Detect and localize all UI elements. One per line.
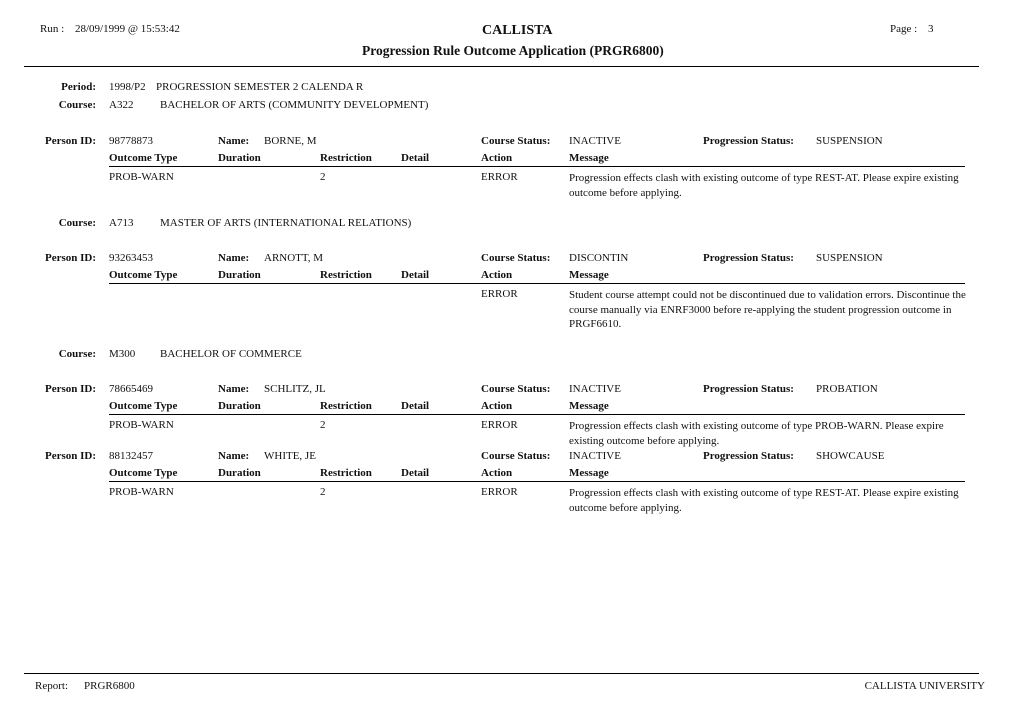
- message: Progression effects clash with existing outcome of type PROB-WARN. Please expire existing outcome before applying.: [569, 420, 944, 447]
- person-id-label: Person ID:: [44, 383, 96, 395]
- course-status-label: Course Status:: [481, 135, 551, 147]
- col-message: Message: [569, 467, 609, 479]
- action: ERROR: [481, 171, 518, 183]
- col-action: Action: [481, 467, 513, 479]
- progression-status: SHOWCAUSE: [816, 450, 885, 462]
- person-name: ARNOTT, M: [264, 252, 324, 264]
- outcome-type: PROB-WARN: [109, 419, 174, 431]
- col-outcome-type: Outcome Type: [109, 269, 178, 281]
- column-divider: [109, 481, 965, 482]
- message: Progression effects clash with existing outcome of type REST-AT. Please expire existing outcome before applying.: [569, 487, 959, 514]
- person-id-label: Person ID:: [44, 450, 96, 462]
- col-restriction: Restriction: [320, 152, 372, 164]
- col-restriction: Restriction: [320, 400, 372, 412]
- report-subtitle: Progression Rule Outcome Application (PRGR6800): [362, 43, 664, 58]
- column-divider: [109, 283, 965, 284]
- course-label: Course:: [58, 99, 96, 111]
- person-id: 93263453: [109, 252, 153, 264]
- outcome-type: PROB-WARN: [109, 486, 174, 498]
- action: ERROR: [481, 486, 518, 498]
- progression-status-label: Progression Status:: [703, 135, 794, 147]
- course-status: INACTIVE: [569, 135, 621, 147]
- col-action: Action: [481, 152, 513, 164]
- col-outcome-type: Outcome Type: [109, 467, 178, 479]
- col-detail: Detail: [401, 400, 430, 412]
- col-message: Message: [569, 400, 609, 412]
- period-label: Period:: [61, 81, 96, 93]
- report-title: CALLISTA: [482, 23, 553, 38]
- header-divider: [24, 66, 979, 67]
- outcome-type: PROB-WARN: [109, 171, 174, 183]
- report-label: Report:: [35, 680, 68, 692]
- course-label: Course:: [58, 348, 96, 360]
- column-divider: [109, 166, 965, 167]
- course-status-label: Course Status:: [481, 252, 551, 264]
- action: ERROR: [481, 288, 518, 300]
- page-number: 3: [928, 23, 934, 35]
- person-name: BORNE, M: [264, 135, 317, 147]
- progression-status-label: Progression Status:: [703, 383, 794, 395]
- col-detail: Detail: [401, 152, 430, 164]
- col-message: Message: [569, 152, 609, 164]
- action: ERROR: [481, 419, 518, 431]
- course-title: BACHELOR OF COMMERCE: [160, 348, 302, 360]
- col-duration: Duration: [218, 269, 261, 281]
- message: Student course attempt could not be discontinued due to validation errors. Discontinue the course manually via ENRF3000 before re-applying the student progression outcome in PRGF6610.: [569, 289, 966, 330]
- report-code: PRGR6800: [84, 680, 135, 692]
- person-id-label: Person ID:: [44, 252, 96, 264]
- col-action: Action: [481, 269, 513, 281]
- col-outcome-type: Outcome Type: [109, 152, 178, 164]
- col-message: Message: [569, 269, 609, 281]
- course-code: A713: [109, 217, 134, 229]
- course-title: BACHELOR OF ARTS (COMMUNITY DEVELOPMENT): [160, 99, 429, 111]
- name-label: Name:: [218, 383, 250, 395]
- course-label: Course:: [58, 217, 96, 229]
- page-label: Page :: [890, 23, 918, 35]
- progression-status: SUSPENSION: [816, 135, 883, 147]
- person-name: SCHLITZ, JL: [264, 383, 326, 395]
- progression-status-label: Progression Status:: [703, 252, 794, 264]
- col-restriction: Restriction: [320, 467, 372, 479]
- message: Progression effects clash with existing outcome of type REST-AT. Please expire existing outcome before applying.: [569, 172, 959, 199]
- progression-status-label: Progression Status:: [703, 450, 794, 462]
- restriction: 2: [320, 486, 326, 498]
- institution-name: CALLISTA UNIVERSITY: [864, 680, 985, 692]
- course-status: DISCONTIN: [569, 252, 629, 264]
- column-divider: [109, 414, 965, 415]
- col-restriction: Restriction: [320, 269, 372, 281]
- person-id: 88132457: [109, 450, 153, 462]
- person-name: WHITE, JE: [264, 450, 316, 462]
- course-code: M300: [109, 348, 136, 360]
- col-duration: Duration: [218, 467, 261, 479]
- course-title: MASTER OF ARTS (INTERNATIONAL RELATIONS): [160, 217, 412, 229]
- restriction: 2: [320, 419, 326, 431]
- restriction: 2: [320, 171, 326, 183]
- period-description: PROGRESSION SEMESTER 2 CALENDA R: [156, 81, 364, 93]
- footer-divider: [24, 673, 979, 674]
- progression-status: PROBATION: [816, 383, 878, 395]
- course-status: INACTIVE: [569, 450, 621, 462]
- period-code: 1998/P2: [109, 81, 146, 93]
- course-status-label: Course Status:: [481, 450, 551, 462]
- name-label: Name:: [218, 450, 250, 462]
- col-detail: Detail: [401, 467, 430, 479]
- run-label: Run :: [40, 23, 65, 35]
- name-label: Name:: [218, 252, 250, 264]
- person-id: 78665469: [109, 383, 153, 395]
- col-duration: Duration: [218, 400, 261, 412]
- name-label: Name:: [218, 135, 250, 147]
- progression-status: SUSPENSION: [816, 252, 883, 264]
- course-status-label: Course Status:: [481, 383, 551, 395]
- col-outcome-type: Outcome Type: [109, 400, 178, 412]
- course-status: INACTIVE: [569, 383, 621, 395]
- col-duration: Duration: [218, 152, 261, 164]
- col-action: Action: [481, 400, 513, 412]
- col-detail: Detail: [401, 269, 430, 281]
- course-code: A322: [109, 99, 134, 111]
- run-timestamp: 28/09/1999 @ 15:53:42: [75, 23, 180, 35]
- person-id: 98778873: [109, 135, 153, 147]
- person-id-label: Person ID:: [44, 135, 96, 147]
